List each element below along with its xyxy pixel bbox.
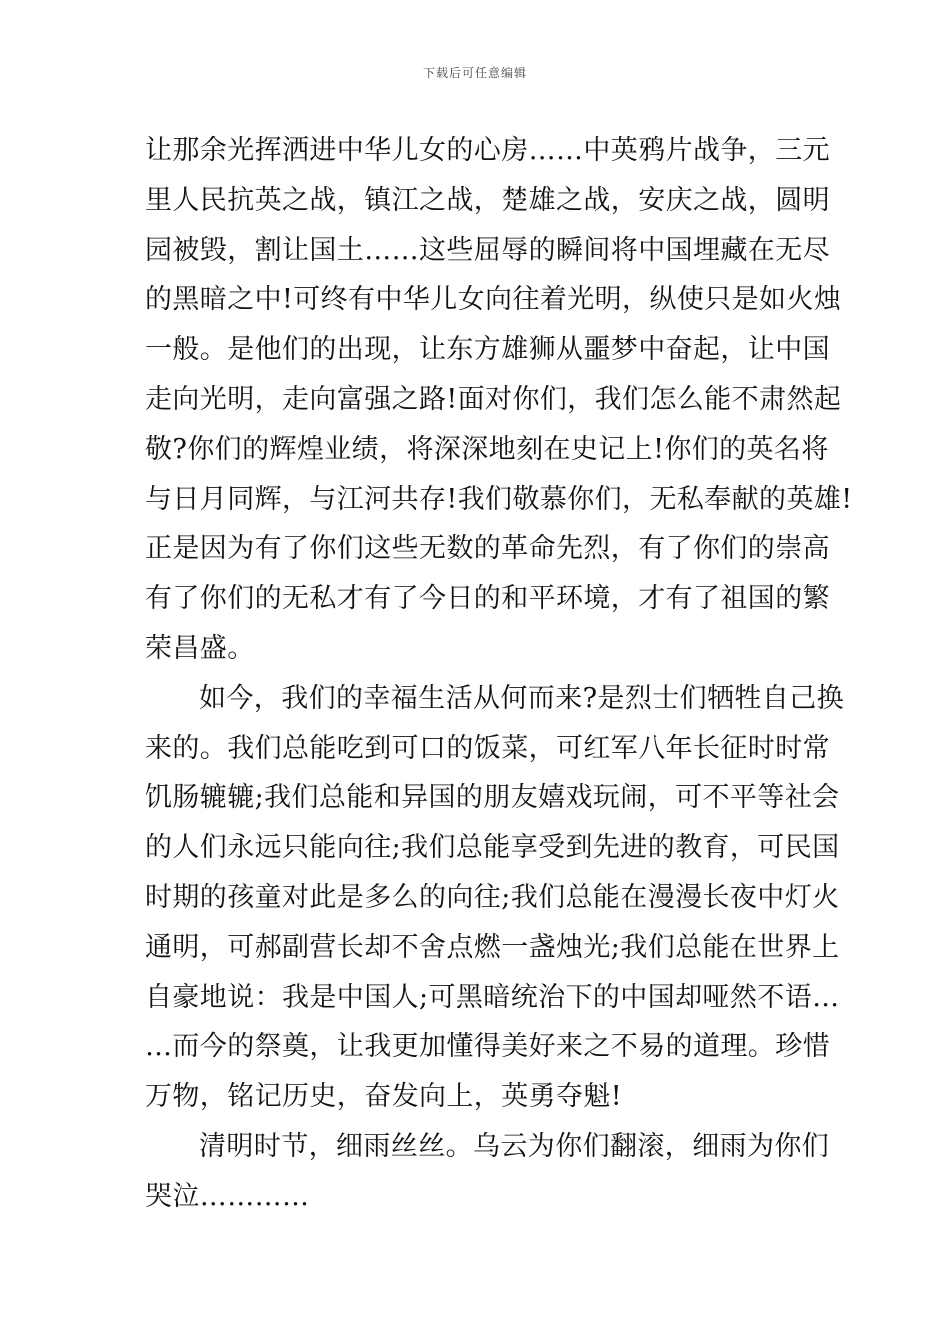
text-line: …而今的祭奠，让我更加懂得美好来之不易的道理。珍惜: [145, 1031, 830, 1063]
text-line: 万物，铭记历史，奋发向上，英勇夺魁!: [145, 1081, 623, 1113]
text-line: 自豪地说：我是中国人;可黑暗统治下的中国却哑然不语…: [145, 981, 840, 1013]
text-line: 的人们永远只能向往;我们总能享受到先进的教育，可民国: [145, 832, 840, 864]
text-line: 饥肠辘辘;我们总能和异国的朋友嬉戏玩闹，可不平等社会: [145, 782, 840, 814]
text-line: 正是因为有了你们这些无数的革命先烈，有了你们的崇高: [145, 533, 830, 565]
header-note: 下载后可任意编辑: [422, 66, 527, 80]
text-line: 敬?你们的辉煌业绩，将深深地刻在史记上!你们的英名将: [145, 433, 829, 465]
text-line: 通明，可郝副营长却不舍点燃一盏烛光;我们总能在世界上: [145, 931, 840, 963]
text-line: 清明时节，细雨丝丝。乌云为你们翻滚，细雨为你们: [199, 1130, 830, 1162]
text-line: 里人民抗英之战，镇江之战，楚雄之战，安庆之战，圆明: [145, 184, 830, 216]
text-line: 一般。是他们的出现，让东方雄狮从噩梦中奋起，让中国: [145, 334, 830, 366]
text-line: 的黑暗之中!可终有中华儿女向往着光明，纵使只是如火烛: [145, 284, 842, 316]
paragraph-1: [145, 126, 853, 674]
text-line: 园被毁，割让国土……这些屈辱的瞬间将中国埋藏在无尽: [145, 234, 830, 266]
text-line: 时期的孩童对此是多么的向往;我们总能在漫漫长夜中灯火: [145, 881, 840, 913]
text-line: 如今，我们的幸福生活从何而来?是烈士们牺牲自己换: [199, 682, 845, 714]
body-text: [145, 126, 853, 1222]
text-line: 来的。我们总能吃到可口的饭菜，可红军八年长征时时常: [145, 732, 830, 764]
text-line: 与日月同辉，与江河共存!我们敬慕你们，无私奉献的英雄!: [145, 483, 853, 515]
text-line: 走向光明，走向富强之路!面对你们，我们怎么能不肃然起: [145, 383, 842, 415]
paragraph-2: [145, 674, 845, 1122]
text-line: 有了你们的无私才有了今日的和平环境，才有了祖国的繁: [145, 583, 830, 615]
text-line: 哭泣…………: [145, 1180, 310, 1212]
paragraph-3: [145, 1122, 830, 1222]
text-line: 让那余光挥洒进中华儿女的心房……中英鸦片战争，三元: [145, 135, 830, 166]
text-line: 荣昌盛。: [145, 632, 255, 664]
